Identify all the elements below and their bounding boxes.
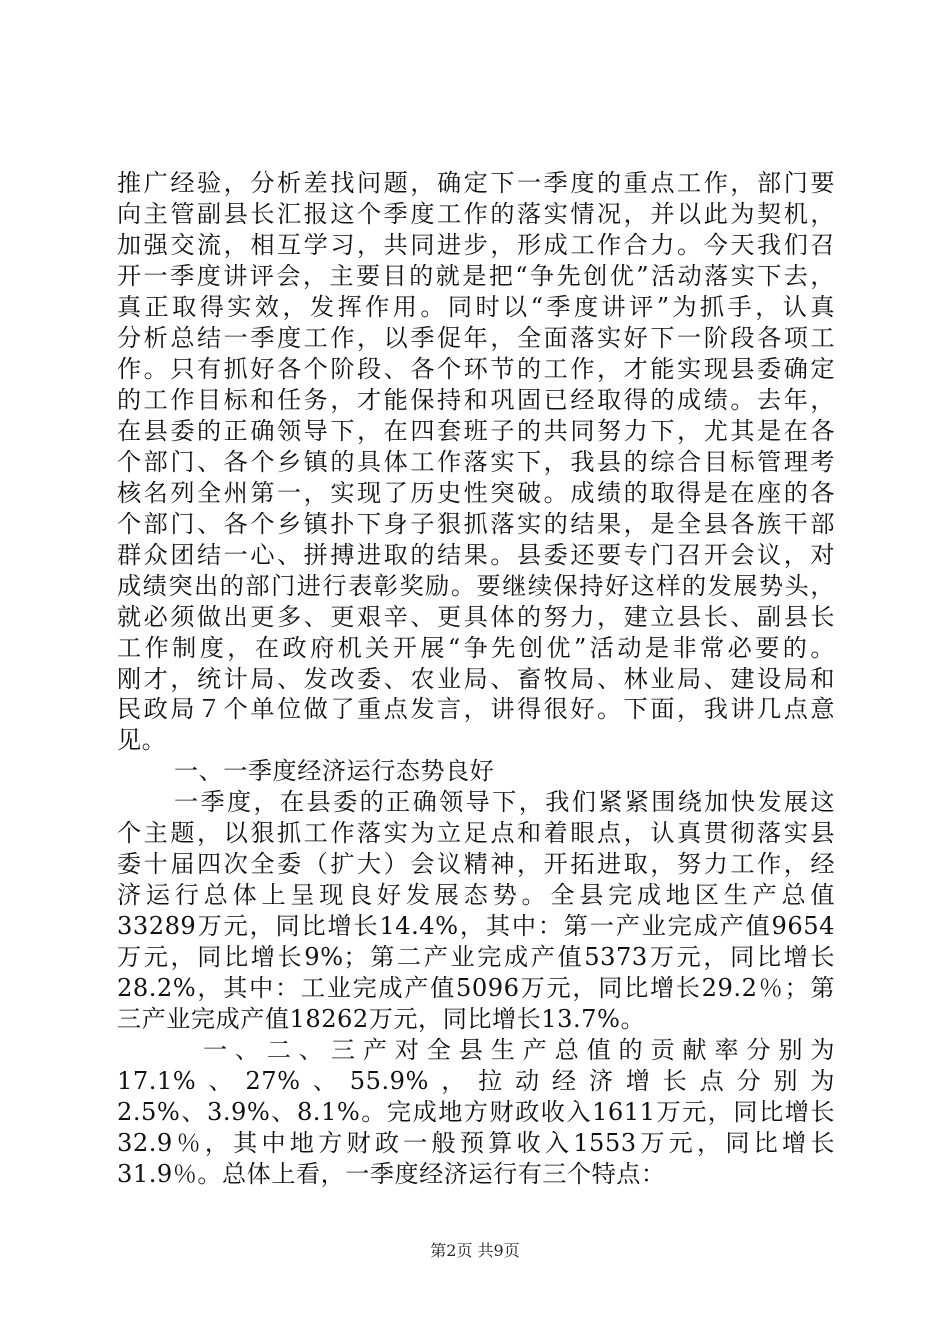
- paragraph-line: 作。只有抓好各个阶段、各个环节的工作，才能实现县委确定: [117, 354, 835, 383]
- paragraph-line: 群众团结一心、拼搏进取的结果。县委还要专门召开会议，对: [117, 540, 835, 569]
- paragraph-line: 推广经验，分析差找问题，确定下一季度的重点工作，部门要: [117, 169, 835, 197]
- page-footer: 第2页 共9页: [430, 1241, 520, 1260]
- paragraph-line: 济运行总体上呈现良好发展态势。全县完成地区生产总值: [117, 881, 835, 910]
- paragraph-line: 核名列全州第一，实现了历史性突破。成绩的取得是在座的各: [117, 478, 835, 507]
- paragraph-line: 工作制度，在政府机关开展“争先创优”活动是非常必要的。: [117, 633, 835, 662]
- paragraph-line: 个部门、各个乡镇的具体工作落实下，我县的综合目标管理考: [117, 447, 835, 476]
- paragraph-line: 在县委的正确领导下，在四套班子的共同努力下，尤其是在各: [117, 416, 835, 445]
- paragraph-line: 就必须做出更多、更艰辛、更具体的努力，建立县长、副县长: [117, 602, 835, 631]
- paragraph-line: 一、二、三产对全县生产总值的贡献率分别为: [203, 1036, 835, 1065]
- paragraph-line: 17.1%、27%、55.9%，拉动经济增长点分别为: [117, 1067, 835, 1096]
- paragraph-line: 个主题，以狠抓工作落实为立足点和着眼点，认真贯彻落实县: [117, 819, 835, 848]
- paragraph-line: 委十届四次全委（扩大）会议精神，开拓进取，努力工作，经: [117, 850, 835, 879]
- paragraph-line: 见。: [117, 726, 167, 755]
- section-heading: 一、一季度经济运行态势良好: [174, 757, 495, 786]
- paragraph-line: 个部门、各个乡镇扑下身子狠抓落实的结果，是全县各族干部: [117, 509, 835, 538]
- paragraph-line: 33289万元，同比增长14.4%，其中：第一产业完成产值9654: [117, 912, 835, 941]
- paragraph-line: 开一季度讲评会，主要目的就是把“争先创优”活动落实下去，: [117, 261, 835, 290]
- paragraph-line: 的工作目标和任务，才能保持和巩固已经取得的成绩。去年，: [117, 385, 835, 414]
- paragraph-line: 2.5%、3.9%、8.1%。完成地方财政收入1611万元，同比增长: [117, 1098, 835, 1127]
- paragraph-line: 万元，同比增长9%；第二产业完成产值5373万元，同比增长: [117, 943, 835, 972]
- paragraph-line: 刚才，统计局、发改委、农业局、畜牧局、林业局、建设局和: [117, 664, 835, 693]
- paragraph-line: 32.9％，其中地方财政一般预算收入1553万元，同比增长: [117, 1129, 835, 1158]
- paragraph-line: 真正取得实效，发挥作用。同时以“季度讲评”为抓手，认真: [117, 292, 835, 321]
- paragraph-line: 加强交流，相互学习，共同进步，形成工作合力。今天我们召: [117, 230, 835, 259]
- paragraph-line: 向主管副县长汇报这个季度工作的落实情况，并以此为契机，: [117, 199, 835, 228]
- paragraph-line: 分析总结一季度工作，以季促年，全面落实好下一阶段各项工: [117, 323, 835, 352]
- paragraph-line: 成绩突出的部门进行表彰奖励。要继续保持好这样的发展势头，: [117, 571, 835, 600]
- paragraph-line: 民政局７个单位做了重点发言，讲得很好。下面，我讲几点意: [117, 695, 835, 724]
- paragraph-line: 三产业完成产值18262万元，同比增长13.7%。: [117, 1005, 646, 1034]
- paragraph-line: 31.9％。总体上看，一季度经济运行有三个特点：: [117, 1160, 666, 1189]
- paragraph-line: 28.2%，其中：工业完成产值5096万元，同比增长29.2％；第: [117, 974, 835, 1003]
- paragraph-line: 一季度，在县委的正确领导下，我们紧紧围绕加快发展这: [174, 788, 835, 817]
